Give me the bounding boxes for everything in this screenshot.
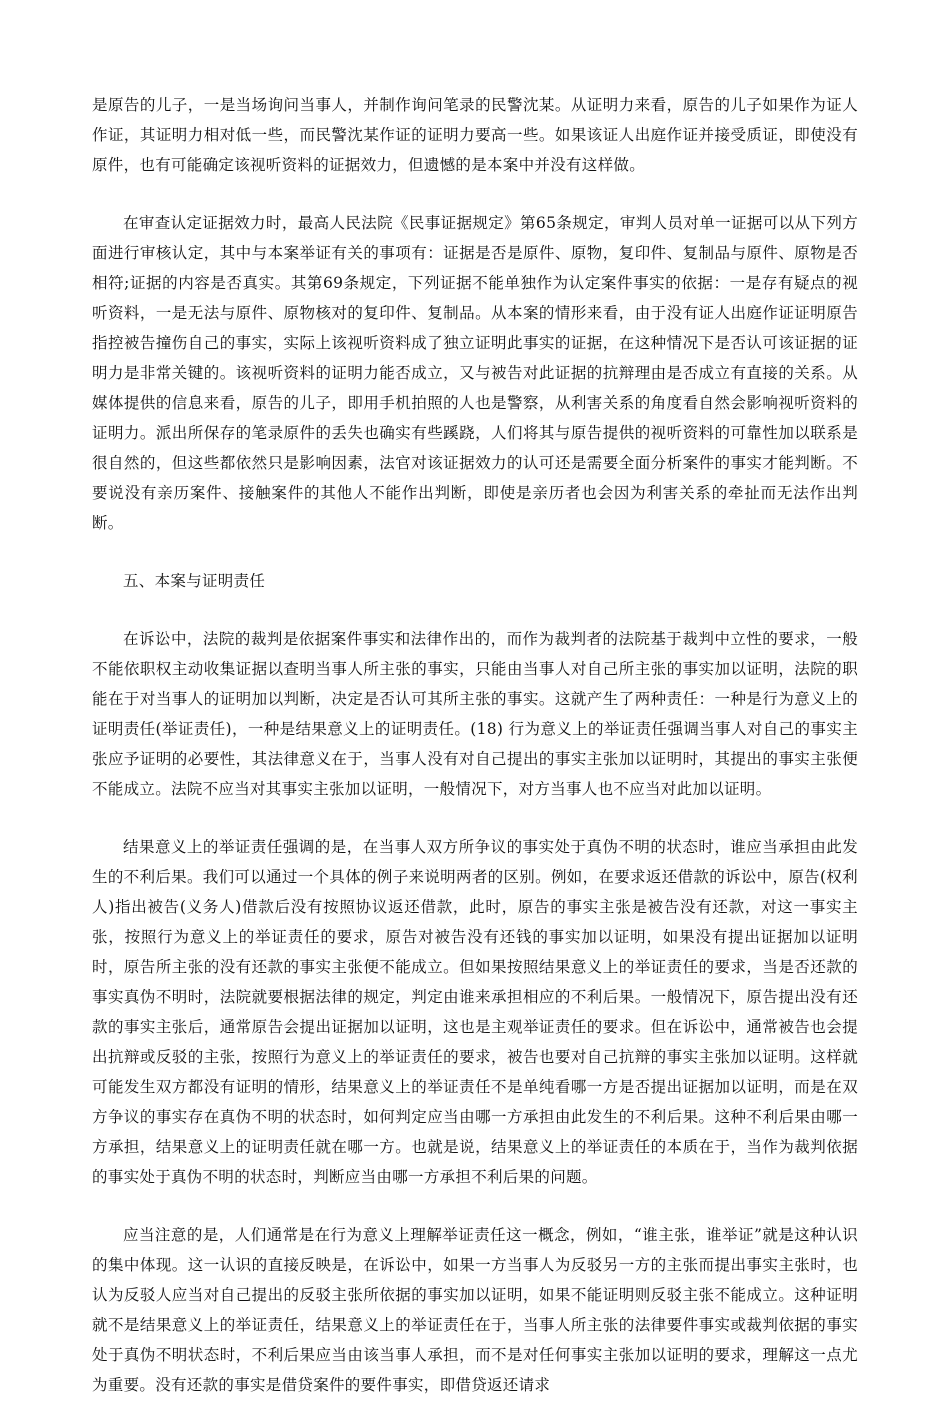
paragraph-continuation: 是原告的儿子，一是当场询问当事人，并制作询问笔录的民警沈某。从证明力来看，原告的儿子如果作为证人作证，其证明力相对低一些，而民警沈某作证的证明力要高一些。如果该证人出庭作证并接受质证，即使没有原件，也有可能确定该视听资料的证据效力，但遗憾的是本案中并没有这样做。 xyxy=(92,96,858,174)
paragraph-burden-types: 在诉讼中，法院的裁判是依据案件事实和法律作出的，而作为裁判者的法院基于裁判中立性的要求，一般不能依职权主动收集证据以查明当事人所主张的事实，只能由当事人对自己所主张的事实加以证明，法院的职能在于对当事人的证明加以判断，决定是否认可其所主张的事实。这就产生了两种责任：一种是行为意义上的证明责任(举证责任)，一种是结果意义上的证明责任。(18) 行为意义上的举证责任强调当事人对自己的事实主张应予证明的必要性，其法律意义在于，当事人没有对自己提出的事实主张加以证明时，其提出的事实主张便不能成立。法院不应当对其事实主张加以证明，一般情况下，对方当事人也不应当对此加以证明。 xyxy=(92,630,858,798)
document-page xyxy=(92,90,858,1428)
section-heading: 五、本案与证明责任 xyxy=(123,572,266,590)
paragraph-evidence-review: 在审查认定证据效力时，最高人民法院《民事证据规定》第65条规定，审判人员对单一证据可以从下列方面进行审核认定，其中与本案举证有关的事项有：证据是否是原件、原物，复印件、复制品与原件、原物是否相符;证据的内容是否真实。其第69条规定，下列证据不能单独作为认定案件事实的依据：一是存有疑点的视听资料，一是无法与原件、原物核对的复印件、复制品。从本案的情形来看，由于没有证人出庭作证证明原告指控被告撞伤自己的事实，实际上该视听资料成了独立证明此事实的证据，在这种情况下是否认可该证据的证明力是非常关键的。该视听资料的证明力能否成立，又与被告对此证据的抗辩理由是否成立有直接的关系。从媒体提供的信息来看，原告的儿子，即用手机拍照的人也是警察，从利害关系的角度看自然会影响视听资料的证明力。派出所保存的笔录原件的丢失也确实有些蹊跷，人们将其与原告提供的视听资料的可靠性加以联系是很自然的，但这些都依然只是影响因素，法官对该证据效力的认可还是需要全面分析案件的事实才能判断。不要说没有亲历案件、接触案件的其他人不能作出判断，即使是亲历者也会因为利害关系的牵扯而无法作出判断。 xyxy=(92,214,858,532)
paragraph-result-burden: 结果意义上的举证责任强调的是，在当事人双方所争议的事实处于真伪不明的状态时，谁应当承担由此发生的不利后果。我们可以通过一个具体的例子来说明两者的区别。例如，在要求返还借款的诉讼中，原告(权利人)指出被告(义务人)借款后没有按照协议返还借款，此时，原告的事实主张是被告没有还款，对这一事实主张，按照行为意义上的举证责任的要求，原告对被告没有还钱的事实加以证明，如果没有提出证据加以证明时，原告所主张的没有还款的事实主张便不能成立。但如果按照结果意义上的举证责任的要求，当是否还款的事实真伪不明时，法院就要根据法律的规定，判定由谁来承担相应的不利后果。一般情况下，原告提出没有还款的事实主张后，通常原告会提出证据加以证明，这也是主观举证责任的要求。但在诉讼中，通常被告也会提出抗辩或反驳的主张，按照行为意义上的举证责任的要求，被告也要对自己抗辩的事实主张加以证明。这样就可能发生双方都没有证明的情形，结果意义上的举证责任不是单纯看哪一方是否提出证据加以证明，而是在双方争议的事实存在真伪不明的状态时，如何判定应当由哪一方承担由此发生的不利后果。这种不利后果由哪一方承担，结果意义上的证明责任就在哪一方。也就是说，结果意义上的举证责任的本质在于，当作为裁判依据的事实处于真伪不明的状态时，判断应当由哪一方承担不利后果的问题。 xyxy=(92,838,858,1186)
paragraph-note: 应当注意的是，人们通常是在行为意义上理解举证责任这一概念，例如，“谁主张，谁举证”就是这种认识的集中体现。这一认识的直接反映是，在诉讼中，如果一方当事人为反驳另一方的主张而提出事实主张时，也认为反驳人应当对自己提出的反驳主张所依据的事实加以证明，如果不能证明则反驳主张不能成立。这种证明就不是结果意义上的举证责任，结果意义上的举证责任在于，当事人所主张的法律要件事实或裁判依据的事实处于真伪不明状态时，不利后果应当由该当事人承担，而不是对任何事实主张加以证明的要求，理解这一点尤为重要。没有还款的事实是借贷案件的要件事实，即借贷返还请求 xyxy=(92,1226,858,1394)
